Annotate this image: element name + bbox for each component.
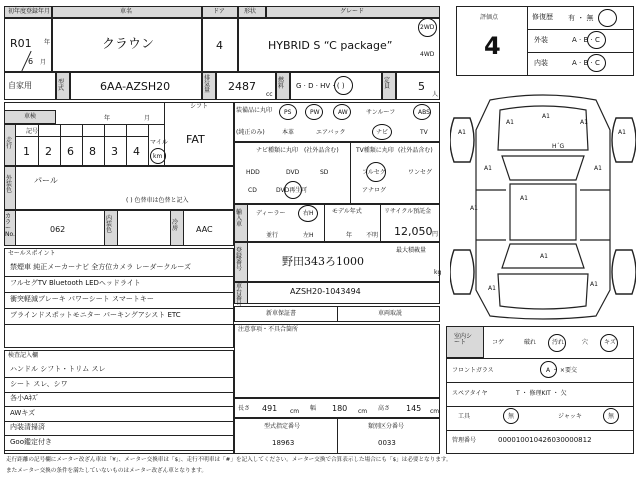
equipment-item-circle <box>413 104 431 120</box>
spare-options: T ・ 修理KIT ・ 欠 <box>516 390 567 397</box>
car-name: クラウン <box>102 37 155 52</box>
sales-point-line: フルセグTV Bluetooth LEDヘッドライト <box>10 279 141 287</box>
exterior-options: A · B · C <box>572 36 600 44</box>
grade: HYBRID S “C package” <box>268 39 393 52</box>
chassis: AZSH20-1043494 <box>290 287 361 296</box>
equipment-item: ABS <box>418 109 430 116</box>
roof <box>510 184 576 240</box>
interior-b-circle <box>587 54 606 72</box>
color-label: 外装色 <box>6 175 13 194</box>
km-label: km <box>153 153 163 160</box>
damage-mark: A1 <box>470 205 478 212</box>
inspector-note-rule <box>4 377 234 378</box>
inspector-note-rule <box>4 406 234 407</box>
recycle-amount: 12,050 <box>394 225 433 238</box>
drive-2wd: 2WD <box>420 24 435 31</box>
recycle-divider <box>380 204 381 242</box>
odometer-digit: 6 <box>67 145 74 158</box>
interior-options: A · B · C <box>572 59 600 67</box>
equipment-item: ナビ <box>376 129 389 136</box>
damage-mark: A1 <box>580 119 588 126</box>
tools-value: 無 <box>508 413 515 420</box>
odometer-digit: 8 <box>89 145 96 158</box>
width-unit: cm <box>358 408 368 415</box>
type-no-divider <box>337 418 338 454</box>
mgmt-no: 000010010426030000812 <box>498 436 592 444</box>
length: 491 <box>262 404 278 413</box>
digit-label: 記号 <box>26 128 39 135</box>
max-load-label: 最大積載量 <box>396 247 427 254</box>
import-label: 輸入車 <box>236 209 243 228</box>
sales-point-rule <box>4 324 234 325</box>
damage-mark: A1 <box>458 129 466 136</box>
manual: 車両取説 <box>378 310 403 317</box>
nav-item: SD <box>320 169 329 176</box>
shape-label: 形状 <box>244 8 257 15</box>
tv-item: フルセグ <box>362 169 386 176</box>
notes-label: 注意事項・不具合箇所 <box>238 326 299 333</box>
model-year-unknown: 不明 <box>366 232 379 239</box>
nav-item: CD <box>248 187 257 194</box>
model-year-unit: 年 <box>346 232 353 239</box>
damage-mark: A1 <box>488 285 496 292</box>
equipment-item: 本革 <box>282 129 295 136</box>
car-name-label: 車名 <box>120 8 133 15</box>
model-year-label: モデル年式 <box>332 208 362 215</box>
fix-none-circle <box>598 9 617 27</box>
damage-mark: A1 <box>618 129 626 136</box>
status-line-2 <box>446 382 634 383</box>
score-divider-2 <box>528 52 634 53</box>
cc-unit: cc <box>266 91 273 98</box>
sales-point-rule <box>4 292 234 293</box>
kg-unit: kg <box>434 269 442 276</box>
odometer-digit: 4 <box>133 145 140 158</box>
inspector-note-rule <box>4 435 234 436</box>
nav-item: DVD再生可 <box>276 187 308 194</box>
wheel-front-right <box>612 118 636 162</box>
damage-mark: A1 <box>540 253 548 260</box>
glass-label: フロントガラス <box>452 367 494 374</box>
length-label: 長さ <box>238 405 251 412</box>
digit-divider <box>126 124 127 166</box>
inspector-note-line: 各小Aｷｽﾞ <box>10 394 40 402</box>
odometer-digit: 1 <box>23 145 30 158</box>
equipment-sub-label: (純正のみ) <box>236 129 265 136</box>
color-no: 062 <box>50 225 66 234</box>
equipment-label: 装備品に丸印 <box>236 107 273 114</box>
interior-color-label: 内装色 <box>106 215 113 234</box>
chassis-label: 車台番号 <box>236 283 243 308</box>
shaken-year-unit: 年 <box>104 115 111 122</box>
nav-sub-label: (社外品含む) <box>304 147 339 154</box>
nav-item-circle <box>284 181 302 199</box>
model-code: 6AA-AZSH20 <box>100 80 171 93</box>
equipment-item: AW <box>338 109 348 116</box>
equipment-item-circle <box>279 104 297 120</box>
import-dealer: ディーラー <box>256 210 286 217</box>
seat-option: 穴 <box>582 339 589 346</box>
inspector-note-rule <box>4 421 234 422</box>
windshield <box>502 156 584 180</box>
seat-option-circle <box>600 334 618 352</box>
color-value: パール <box>34 176 58 185</box>
height-label: 高さ <box>378 405 391 412</box>
digit-divider <box>82 124 83 166</box>
fuel-hv-circle <box>334 76 353 95</box>
fuel-label: 燃料 <box>278 77 285 90</box>
equipment-item: TV <box>420 129 428 136</box>
tools-label: 工具 <box>458 413 471 420</box>
score-label: 評価点 <box>480 14 499 21</box>
inspector-notes-label: 検査記入欄 <box>8 352 39 359</box>
notes-frame <box>234 324 440 398</box>
fuel-options: G · D · HV · ( ) <box>296 82 345 90</box>
inspector-note-line: Goo鑑定付き <box>10 437 52 446</box>
odometer-digit: 2 <box>45 145 52 158</box>
fix-label: 修復歴 <box>532 13 553 21</box>
nav-tv-divider <box>350 142 351 204</box>
shift-divider <box>164 102 165 166</box>
inspector-note-line: ハンドル シフト・トリム スレ <box>10 365 106 373</box>
tv-item: アナログ <box>362 187 387 194</box>
digit-divider <box>148 124 149 166</box>
tv-item: ワンセグ <box>408 169 433 176</box>
docs-divider <box>337 306 338 322</box>
sales-point-line: 衝突軽減ブレーキ パワーシート スマートキー <box>10 295 154 303</box>
color-no-label: カラーNo. <box>5 213 15 238</box>
right-handle-circle <box>298 205 318 222</box>
warranty: 新車保証書 <box>266 310 297 317</box>
damage-mark: A1 <box>542 113 550 120</box>
wheel-front-left <box>450 118 474 162</box>
sales-point-line: 禁煙車 純正メーカーナビ 全方位カメラ レーダークルーズ <box>10 263 191 271</box>
jack-label: ジャッキ <box>558 413 582 420</box>
status-line-3 <box>446 406 634 407</box>
capacity-unit: 人 <box>432 91 439 98</box>
damage-mark: A1 <box>590 281 598 288</box>
glass-a-circle <box>540 361 557 378</box>
spare-label: スペアタイヤ <box>452 390 488 397</box>
seat-option: キズ <box>604 339 616 346</box>
type-no: 18963 <box>272 439 295 447</box>
import-right-handle: 右H <box>303 210 314 217</box>
jack-circle <box>603 408 619 424</box>
mile-label: マイル <box>150 139 168 146</box>
glass-options: A ・ ×要交 <box>546 367 577 374</box>
left-door-line <box>476 190 506 240</box>
inspector-note-line: AWキズ <box>10 408 36 417</box>
score-value: 4 <box>484 32 501 60</box>
seat-label: 室内シート <box>454 333 473 346</box>
inspector-note-rule <box>4 450 234 451</box>
tv-label: TV種類に丸印 <box>356 147 394 154</box>
displacement: 2487 <box>228 80 256 93</box>
status-line-4 <box>446 430 634 431</box>
seat-option: コゲ <box>492 339 505 346</box>
import-left-handle: 左H <box>303 232 314 239</box>
damage-mark: H´G <box>552 143 565 150</box>
first-reg-label: 初年度登録年月 <box>8 8 51 15</box>
equipment-item-circle <box>333 104 351 120</box>
damage-mark: A1 <box>594 165 602 172</box>
tools-circle <box>503 408 519 424</box>
wheel-rear-right <box>612 250 636 294</box>
status-line-1 <box>446 358 634 359</box>
drive-4wd: 4WD <box>420 51 435 58</box>
nav-item: HDD <box>246 169 260 176</box>
footer-line-2: またメーター交換の条件を満たしていないものはメーター改ざん車となります。 <box>6 468 207 474</box>
seat-option: 汚れ <box>552 339 565 346</box>
shift-label: シフト <box>190 103 209 110</box>
sales-point-rule <box>4 308 234 309</box>
car-damage-diagram <box>450 90 636 322</box>
mgmt-label: 管理番号 <box>452 437 477 444</box>
capacity-label: 定員 <box>384 77 391 90</box>
aircon-label: 冷房 <box>172 219 179 232</box>
inspector-note-rule <box>4 392 234 393</box>
color-frame <box>4 166 234 210</box>
odometer-digit: 3 <box>111 145 118 158</box>
equipment-item: PS <box>284 109 292 116</box>
fix-options: 有 ・ 無 <box>568 14 594 22</box>
footer-line-1: 走行距離の記号欄にメーター改ざん車は「¥」、メーター交換車は「$」、走行不明車は「#」を記入してください。メーター交換で合算表示した場合にも「$」は必要となります。 <box>6 457 452 463</box>
height: 145 <box>406 404 422 413</box>
exterior-label: 外装 <box>534 36 548 44</box>
inspector-note-line: 内装清掃済 <box>10 423 45 431</box>
damage-mark: A1 <box>484 165 492 172</box>
equipment-item: エアバック <box>316 129 346 136</box>
equipment-item-circle <box>305 104 323 120</box>
digit-divider <box>104 124 105 166</box>
damage-mark: A1 <box>506 119 514 126</box>
first-reg-era: R01 <box>10 37 32 50</box>
door-label: ドア <box>213 8 225 15</box>
sales-point-line: ブラインドスポットモニター パーキングアシスト ETC <box>10 311 181 319</box>
doors: 4 <box>216 39 223 52</box>
use-type: 自家用 <box>8 81 32 90</box>
color-note: ( ) 色替車は色替と記入 <box>126 197 189 204</box>
score-divider-1 <box>528 29 634 30</box>
yen-unit: 円 <box>432 231 439 238</box>
first-reg-year-unit: 年 <box>44 39 51 46</box>
height-unit: cm <box>430 408 440 415</box>
plate-label: 登録番号 <box>236 247 243 272</box>
nav-label: ナビ種類に丸印 <box>256 147 299 154</box>
shift: FAT <box>186 133 205 146</box>
exterior-b-circle <box>587 31 606 49</box>
right-door-line <box>580 190 610 240</box>
equipment-item-circle <box>372 124 392 140</box>
jack-value: 無 <box>608 413 615 420</box>
sales-point-rule <box>4 276 234 277</box>
mileage-label: 走行 <box>6 137 13 150</box>
model-label: 型式 <box>58 79 65 92</box>
plate: 野田343ろ1000 <box>282 255 364 268</box>
seat-option: 破れ <box>524 339 537 346</box>
damage-mark: A1 <box>520 195 528 202</box>
seat-option-circle <box>548 334 566 352</box>
first-reg-month: 6 <box>28 57 34 66</box>
interior-label: 内装 <box>534 59 548 67</box>
grade-label: グレード <box>340 8 365 15</box>
tv-item-circle <box>366 162 386 182</box>
import-parallel: 並行 <box>266 232 279 239</box>
inspector-note-line: シート スレ、シワ <box>10 379 68 388</box>
aircon: AAC <box>196 225 213 234</box>
width: 180 <box>332 404 348 413</box>
nav-item: DVD <box>286 169 300 176</box>
shaken-label: 車検 <box>24 113 37 120</box>
digit-divider <box>60 124 61 166</box>
shaken-row-line <box>4 124 164 125</box>
equipment-item: サンルーフ <box>366 109 396 116</box>
digit-divider <box>38 124 39 166</box>
first-reg-month-unit: 月 <box>40 59 47 66</box>
displacement-label: 排気量 <box>204 75 211 94</box>
model-year-divider <box>324 204 325 242</box>
length-unit: cm <box>290 408 300 415</box>
width-label: 幅 <box>310 405 317 412</box>
class-no: 0033 <box>378 439 396 447</box>
class-no-label: 類別区分番号 <box>368 423 405 430</box>
tv-sub-label: (社外品含む) <box>398 147 433 154</box>
capacity: 5 <box>418 80 425 93</box>
recycle-label: リサイクル預託金 <box>384 208 432 215</box>
wheel-rear-left <box>450 250 474 294</box>
sales-points-label: セールスポイント <box>8 250 56 257</box>
type-no-label: 型式指定番号 <box>264 423 301 430</box>
equipment-item: PW <box>310 109 320 116</box>
shaken-month-unit: 月 <box>144 115 151 122</box>
trunk <box>498 274 588 309</box>
